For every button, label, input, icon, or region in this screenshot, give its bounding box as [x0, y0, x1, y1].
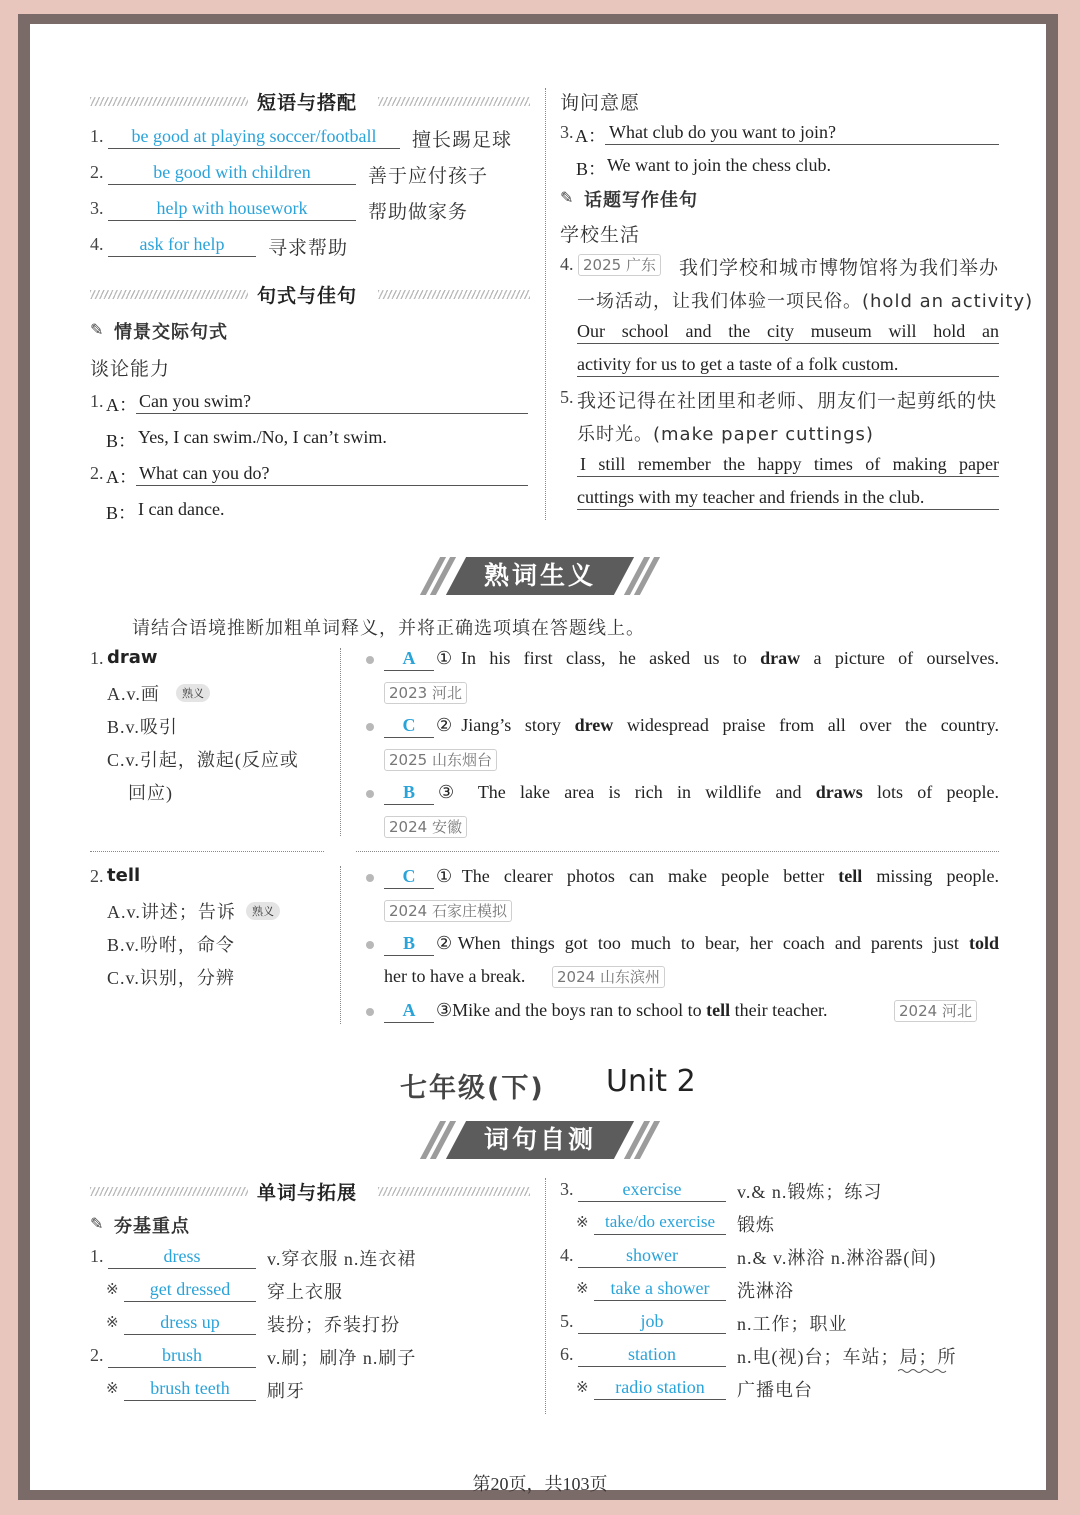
question-text: 一场活动，让我们体验一项民俗。(hold an activity)	[577, 291, 1034, 312]
answer-line	[136, 485, 528, 486]
vocab-meaning: 锻炼	[737, 1215, 775, 1235]
phrase-answer: help with housework	[156, 198, 308, 218]
source-tag: 2024 山东滨州	[552, 966, 665, 988]
column-divider	[340, 866, 341, 1024]
dialog-line: Yes, I can swim./No, I can’t swim.	[138, 427, 387, 447]
subheading: 夯基重点	[114, 1216, 190, 1237]
vocab-answer: job	[640, 1311, 664, 1331]
meaning-badge: 熟义	[246, 902, 280, 920]
sentence: ②Jiang’s story drew widespread praise from all over the country.	[436, 715, 1000, 735]
instruction-text: 请结合语境推断加粗单词释义，并将正确选项填在答题线上。	[132, 618, 645, 639]
answer-letter: A	[402, 648, 416, 668]
phrase-answer: be good at playing soccer/football	[131, 126, 377, 146]
extension-mark: ※	[106, 1381, 119, 1397]
section-heading-vocab: 单词与拓展	[257, 1182, 358, 1204]
extension-mark: ※	[576, 1281, 589, 1297]
divider-hatch	[90, 290, 248, 299]
vocab-answer: take a shower	[610, 1278, 710, 1298]
wavy-underline	[898, 1368, 950, 1374]
pencil-icon: ✎	[560, 188, 574, 207]
answer-line	[594, 1234, 726, 1235]
option: B.v.吩咐，命令	[107, 935, 235, 955]
vocab-meaning: n.电(视)台；车站；局；所	[737, 1347, 957, 1367]
banner-title: 熟词生义	[483, 561, 596, 590]
answer-line	[384, 737, 434, 738]
speaker-a: A：	[106, 395, 137, 415]
dialog-answer: Can you swim?	[139, 391, 251, 411]
sentence: ①In his first class, he asked us to draw a picture of ourselves.	[436, 648, 999, 668]
subheading: 话题写作佳句	[584, 190, 698, 211]
divider-hatch	[378, 97, 530, 106]
answer-line	[578, 1333, 726, 1334]
dialog-num: 3.	[560, 122, 574, 142]
vocab-meaning: v.穿衣服 n.连衣裙	[267, 1249, 417, 1269]
phrase-num: 3.	[90, 198, 104, 218]
vocab-answer: exercise	[622, 1179, 682, 1199]
vocab-num: 2.	[90, 1345, 104, 1365]
answer-line	[605, 144, 999, 145]
vocab-meaning: v.& n.锻炼；练习	[737, 1182, 883, 1202]
target-word: tell	[107, 865, 141, 886]
speaker-a: A：	[575, 126, 606, 146]
topic-label: 询问意愿	[560, 92, 641, 114]
vocab-answer: dress	[163, 1246, 201, 1266]
source-tag: 2025 山东烟台	[384, 749, 497, 771]
meaning-badge: 熟义	[176, 684, 210, 702]
sentence: ②When things got too much to bear, her coach and parents just told	[436, 933, 999, 953]
extension-mark: ※	[106, 1315, 119, 1331]
vocab-num: 4.	[560, 1245, 574, 1265]
divider-hatch	[90, 97, 248, 106]
grade-title: 七年级(下)	[400, 1073, 545, 1104]
phrase-meaning: 擅长踢足球	[412, 129, 513, 151]
page-footer: 第20页，共103页	[472, 1474, 608, 1494]
phrase-answer: ask for help	[139, 234, 225, 254]
vocab-num: 3.	[560, 1179, 574, 1199]
topic-label: 学校生活	[560, 224, 641, 246]
answer-text: activity for us to get a taste of a folk custom.	[577, 354, 899, 374]
answer-line	[384, 670, 434, 671]
answer-letter: C	[402, 715, 416, 735]
bullet	[366, 790, 374, 798]
divider-hatch	[378, 1187, 530, 1196]
vocab-meaning: v.刷；刷净 n.刷子	[267, 1348, 417, 1368]
phrase-num: 4.	[90, 234, 104, 254]
answer-line	[108, 148, 400, 149]
answer-line	[577, 476, 999, 477]
extension-mark: ※	[106, 1282, 119, 1298]
bullet	[366, 874, 374, 882]
section-heading-sentences: 句式与佳句	[257, 285, 358, 307]
unit-title: Unit 2	[606, 1064, 696, 1099]
answer-line	[384, 888, 434, 889]
subheading: 情景交际句式	[114, 322, 228, 343]
answer-line	[577, 509, 999, 510]
answer-line	[578, 1201, 726, 1202]
vocab-meaning: 广播电台	[737, 1380, 813, 1400]
answer-text: I still remember the happy times of making paper	[580, 454, 999, 474]
sentence-continued: her to have a break.	[384, 966, 526, 986]
vocab-answer: take/do exercise	[605, 1212, 715, 1231]
target-word: draw	[107, 647, 158, 668]
answer-line	[577, 343, 999, 344]
vocab-meaning: 穿上衣服	[267, 1282, 343, 1302]
answer-text: Our school and the city museum will hold an	[577, 321, 999, 341]
vocab-meaning: 刷牙	[267, 1381, 305, 1401]
vocab-answer: brush	[162, 1345, 202, 1365]
topic-label: 谈论能力	[90, 358, 171, 380]
bullet	[366, 1008, 374, 1016]
phrase-num: 2.	[90, 162, 104, 182]
answer-line	[108, 184, 356, 185]
section-banner	[428, 557, 658, 595]
speaker-a: A：	[106, 467, 137, 487]
divider-hatch	[90, 1187, 248, 1196]
dialog-line: I can dance.	[138, 499, 225, 519]
source-tag: 2023 河北	[384, 682, 467, 704]
question-num: 4.	[560, 254, 574, 274]
source-tag: 2024 河北	[894, 1000, 977, 1022]
option: A.v.画	[107, 684, 160, 704]
extension-mark: ※	[576, 1215, 589, 1231]
source-tag: 2025 广东	[578, 254, 661, 276]
vocab-num: 1.	[90, 1246, 104, 1266]
phrase-meaning: 寻求帮助	[268, 237, 349, 259]
column-divider	[340, 648, 341, 836]
pencil-icon: ✎	[90, 1214, 104, 1233]
speaker-b: B：	[576, 159, 607, 179]
sentence: ③ The lake area is rich in wildlife and draws lots of people.	[438, 782, 999, 802]
answer-letter: A	[402, 1000, 416, 1020]
answer-line	[124, 1301, 256, 1302]
speaker-b: B：	[106, 503, 137, 523]
dialog-num: 1.	[90, 391, 104, 411]
answer-line	[108, 220, 356, 221]
pencil-icon: ✎	[90, 320, 104, 339]
answer-letter: B	[402, 933, 415, 953]
divider-hatch	[378, 290, 530, 299]
question-num: 5.	[560, 387, 574, 407]
phrase-answer: be good with children	[153, 162, 311, 182]
answer-line	[108, 1268, 256, 1269]
answer-line	[578, 1267, 726, 1268]
source-tag: 2024 安徽	[384, 816, 467, 838]
section-heading-phrases: 短语与搭配	[257, 92, 358, 114]
answer-line	[384, 804, 434, 805]
vocab-answer: station	[628, 1344, 676, 1364]
vocab-meaning: n.& v.淋浴 n.淋浴器(间)	[737, 1248, 937, 1268]
vocab-meaning: 洗淋浴	[737, 1281, 794, 1301]
option: B.v.吸引	[107, 717, 178, 737]
source-tag: 2024 石家庄模拟	[384, 900, 512, 922]
phrase-num: 1.	[90, 126, 104, 146]
sentence: ①The clearer photos can make people better tell missing people.	[436, 866, 999, 886]
answer-letter: C	[402, 866, 416, 886]
vocab-answer: radio station	[615, 1377, 705, 1397]
dialog-line: We want to join the chess club.	[607, 155, 831, 175]
column-divider	[545, 1178, 546, 1414]
bullet	[366, 723, 374, 731]
vocab-answer: shower	[626, 1245, 678, 1265]
option: C.v.引起，激起(反应或	[107, 750, 299, 770]
answer-line	[384, 955, 434, 956]
answer-line	[578, 1366, 726, 1367]
phrase-meaning: 善于应付孩子	[368, 165, 489, 187]
vocab-meaning: n.工作；职业	[737, 1314, 848, 1334]
option: 回应)	[128, 783, 173, 803]
separator	[356, 851, 999, 852]
answer-text: cuttings with my teacher and friends in the club.	[577, 487, 925, 507]
answer-line	[124, 1334, 256, 1335]
question-text: 乐时光。(make paper cuttings)	[577, 424, 874, 445]
answer-line	[136, 413, 528, 414]
extension-mark: ※	[576, 1380, 589, 1396]
vocab-answer: get dressed	[149, 1279, 231, 1299]
answer-line	[594, 1300, 726, 1301]
section-banner	[428, 1121, 658, 1159]
phrase-meaning: 帮助做家务	[368, 201, 469, 223]
sentence: ③Mike and the boys ran to school to tell their teacher.	[436, 1000, 828, 1020]
vocab-answer: brush teeth	[150, 1378, 230, 1398]
answer-line	[108, 1367, 256, 1368]
vocab-answer: dress up	[160, 1312, 220, 1332]
dialog-answer: What club do you want to join?	[609, 122, 836, 142]
vocab-meaning: 装扮；乔装打扮	[267, 1315, 400, 1335]
answer-line	[384, 1022, 434, 1023]
answer-line	[108, 256, 256, 257]
bullet	[366, 656, 374, 664]
word-num: 2.	[90, 866, 104, 886]
separator	[90, 851, 324, 852]
dialog-num: 2.	[90, 463, 104, 483]
answer-line	[124, 1400, 256, 1401]
bullet	[366, 941, 374, 949]
answer-line	[594, 1399, 726, 1400]
answer-line	[577, 376, 999, 377]
answer-letter: B	[402, 782, 415, 802]
speaker-b: B：	[106, 431, 137, 451]
option: A.v.讲述；告诉	[107, 902, 236, 922]
option: C.v.识别，分辨	[107, 968, 235, 988]
banner-title: 词句自测	[483, 1125, 596, 1154]
column-divider	[545, 88, 546, 520]
question-text: 我还记得在社团里和老师、朋友们一起剪纸的快	[577, 390, 998, 412]
vocab-num: 6.	[560, 1344, 574, 1364]
vocab-num: 5.	[560, 1311, 574, 1331]
question-text: 我们学校和城市博物馆将为我们举办	[679, 257, 1000, 279]
dialog-answer: What can you do?	[139, 463, 270, 483]
word-num: 1.	[90, 648, 104, 668]
